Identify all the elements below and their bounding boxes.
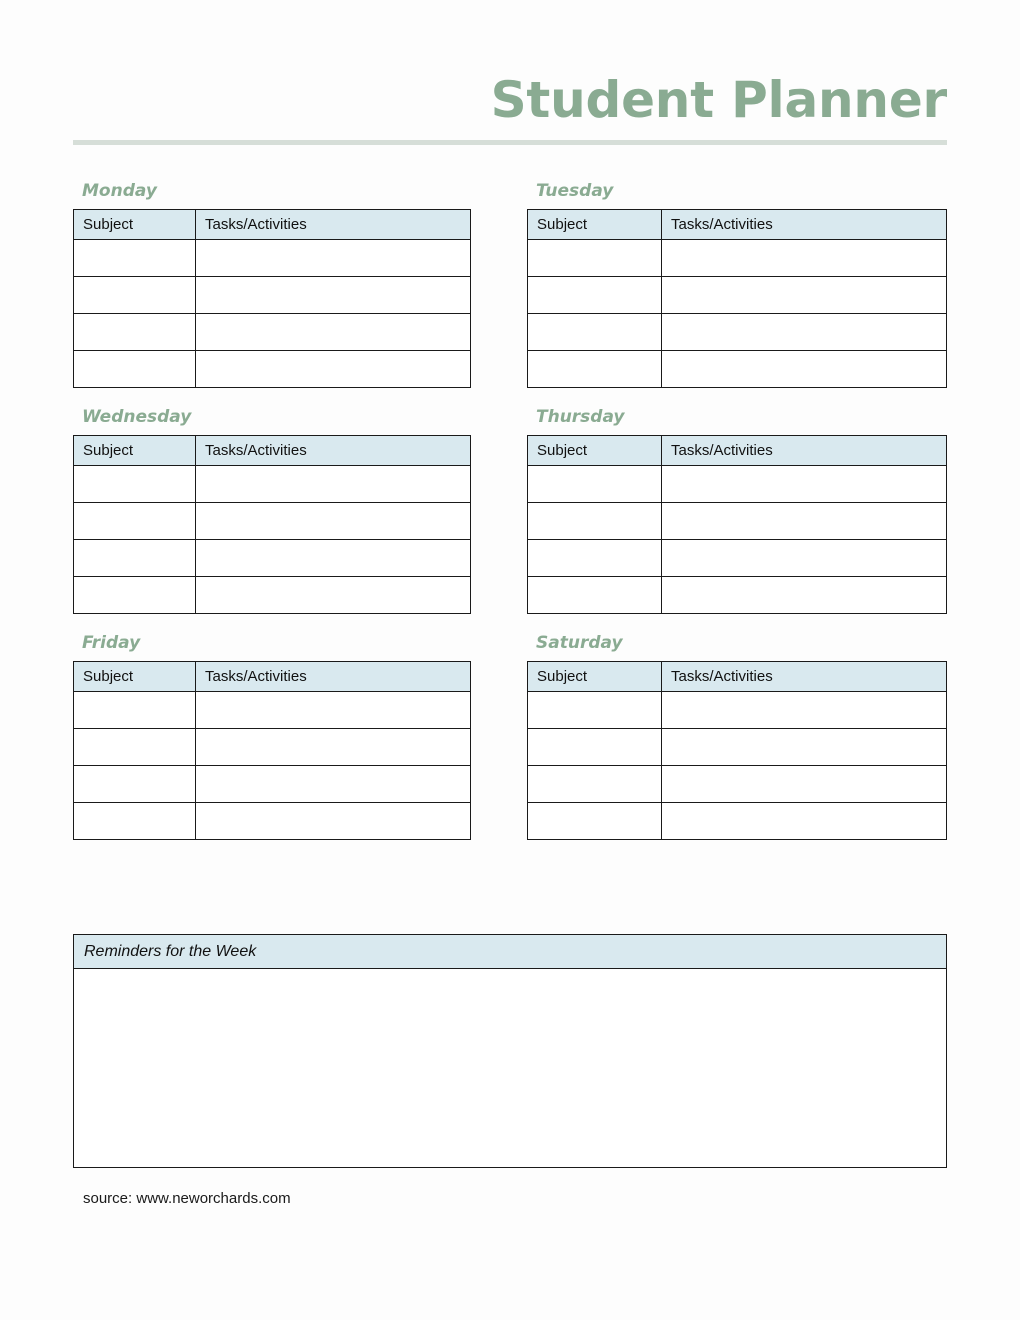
cell-tasks[interactable] xyxy=(196,577,471,614)
cell-subject[interactable] xyxy=(528,803,662,840)
cell-tasks[interactable] xyxy=(196,314,471,351)
table-row[interactable] xyxy=(528,692,947,729)
table-row[interactable] xyxy=(528,577,947,614)
column-header-subject: Subject xyxy=(528,662,662,692)
day-row xyxy=(73,635,947,840)
table-row[interactable] xyxy=(528,729,947,766)
table-row[interactable] xyxy=(528,240,947,277)
cell-tasks[interactable] xyxy=(662,692,947,729)
day-block-friday xyxy=(73,635,471,840)
column-header-subject: Subject xyxy=(528,210,662,240)
cell-tasks[interactable] xyxy=(662,766,947,803)
cell-subject[interactable] xyxy=(74,314,196,351)
cell-tasks[interactable] xyxy=(196,803,471,840)
table-header-row xyxy=(74,210,471,240)
table-header-row xyxy=(528,436,947,466)
table-row[interactable] xyxy=(528,503,947,540)
table-row[interactable] xyxy=(74,240,471,277)
day-label-tuesday: Tuesday xyxy=(536,181,614,201)
day-row xyxy=(73,183,947,388)
title-divider xyxy=(73,140,947,145)
day-block-wednesday xyxy=(73,409,471,614)
cell-subject[interactable] xyxy=(74,351,196,388)
table-header-row xyxy=(74,662,471,692)
cell-subject[interactable] xyxy=(74,692,196,729)
cell-subject[interactable] xyxy=(528,277,662,314)
cell-tasks[interactable] xyxy=(662,351,947,388)
table-row[interactable] xyxy=(74,351,471,388)
column-header-tasks: Tasks/Activities xyxy=(662,662,947,692)
cell-subject[interactable] xyxy=(528,729,662,766)
table-row[interactable] xyxy=(74,277,471,314)
cell-tasks[interactable] xyxy=(196,466,471,503)
cell-tasks[interactable] xyxy=(196,540,471,577)
cell-tasks[interactable] xyxy=(662,314,947,351)
cell-tasks[interactable] xyxy=(662,503,947,540)
page-title: Student Planner xyxy=(490,71,947,129)
table-row[interactable] xyxy=(74,577,471,614)
cell-subject[interactable] xyxy=(528,351,662,388)
day-label-thursday: Thursday xyxy=(536,407,625,427)
table-row[interactable] xyxy=(74,803,471,840)
cell-subject[interactable] xyxy=(74,540,196,577)
cell-tasks[interactable] xyxy=(196,692,471,729)
day-label-wednesday: Wednesday xyxy=(82,407,192,427)
table-row[interactable] xyxy=(528,803,947,840)
day-label-saturday: Saturday xyxy=(536,633,623,653)
day-label-monday: Monday xyxy=(82,181,157,201)
cell-tasks[interactable] xyxy=(196,729,471,766)
source-footer: source: www.neworchards.com xyxy=(83,1190,291,1207)
table-row[interactable] xyxy=(528,351,947,388)
cell-tasks[interactable] xyxy=(196,240,471,277)
cell-tasks[interactable] xyxy=(662,240,947,277)
table-row[interactable] xyxy=(74,503,471,540)
cell-subject[interactable] xyxy=(528,466,662,503)
cell-subject[interactable] xyxy=(528,692,662,729)
table-header-row xyxy=(74,436,471,466)
cell-tasks[interactable] xyxy=(662,803,947,840)
cell-tasks[interactable] xyxy=(662,577,947,614)
table-row[interactable] xyxy=(528,540,947,577)
cell-subject[interactable] xyxy=(74,277,196,314)
column-header-subject: Subject xyxy=(74,662,196,692)
table-header-row xyxy=(528,210,947,240)
column-header-tasks: Tasks/Activities xyxy=(662,436,947,466)
reminders-body[interactable] xyxy=(74,969,946,1167)
cell-subject[interactable] xyxy=(74,803,196,840)
table-row[interactable] xyxy=(74,766,471,803)
table-row[interactable] xyxy=(74,729,471,766)
day-table-tuesday xyxy=(527,209,947,388)
day-block-tuesday xyxy=(527,183,947,388)
table-row[interactable] xyxy=(74,314,471,351)
day-table-wednesday xyxy=(73,435,471,614)
column-header-subject: Subject xyxy=(528,436,662,466)
day-block-thursday xyxy=(527,409,947,614)
day-label-friday: Friday xyxy=(82,633,141,653)
day-table-friday xyxy=(73,661,471,840)
cell-tasks[interactable] xyxy=(662,466,947,503)
cell-subject[interactable] xyxy=(74,503,196,540)
cell-tasks[interactable] xyxy=(196,766,471,803)
day-block-saturday xyxy=(527,635,947,840)
table-row[interactable] xyxy=(528,466,947,503)
column-header-tasks: Tasks/Activities xyxy=(196,210,471,240)
table-row[interactable] xyxy=(74,692,471,729)
title-block xyxy=(73,72,947,145)
table-row[interactable] xyxy=(528,766,947,803)
cell-subject[interactable] xyxy=(528,503,662,540)
cell-tasks[interactable] xyxy=(196,503,471,540)
cell-subject[interactable] xyxy=(74,766,196,803)
day-block-monday xyxy=(73,183,471,388)
reminders-box xyxy=(73,934,947,1168)
table-row[interactable] xyxy=(74,466,471,503)
table-row[interactable] xyxy=(74,540,471,577)
day-table-monday xyxy=(73,209,471,388)
column-header-subject: Subject xyxy=(74,436,196,466)
reminders-header: Reminders for the Week xyxy=(74,935,946,969)
cell-tasks[interactable] xyxy=(196,351,471,388)
cell-subject[interactable] xyxy=(528,540,662,577)
cell-subject[interactable] xyxy=(74,466,196,503)
column-header-tasks: Tasks/Activities xyxy=(196,662,471,692)
table-header-row xyxy=(528,662,947,692)
cell-subject[interactable] xyxy=(74,577,196,614)
day-table-saturday xyxy=(527,661,947,840)
cell-tasks[interactable] xyxy=(662,729,947,766)
cell-subject[interactable] xyxy=(74,729,196,766)
column-header-subject: Subject xyxy=(74,210,196,240)
column-header-tasks: Tasks/Activities xyxy=(662,210,947,240)
column-header-tasks: Tasks/Activities xyxy=(196,436,471,466)
day-table-thursday xyxy=(527,435,947,614)
table-row[interactable] xyxy=(528,314,947,351)
cell-subject[interactable] xyxy=(528,314,662,351)
table-row[interactable] xyxy=(528,277,947,314)
day-tables-grid xyxy=(73,183,947,861)
cell-subject[interactable] xyxy=(528,240,662,277)
cell-tasks[interactable] xyxy=(662,277,947,314)
cell-subject[interactable] xyxy=(74,240,196,277)
cell-tasks[interactable] xyxy=(196,277,471,314)
cell-tasks[interactable] xyxy=(662,540,947,577)
cell-subject[interactable] xyxy=(528,766,662,803)
cell-subject[interactable] xyxy=(528,577,662,614)
day-row xyxy=(73,409,947,614)
